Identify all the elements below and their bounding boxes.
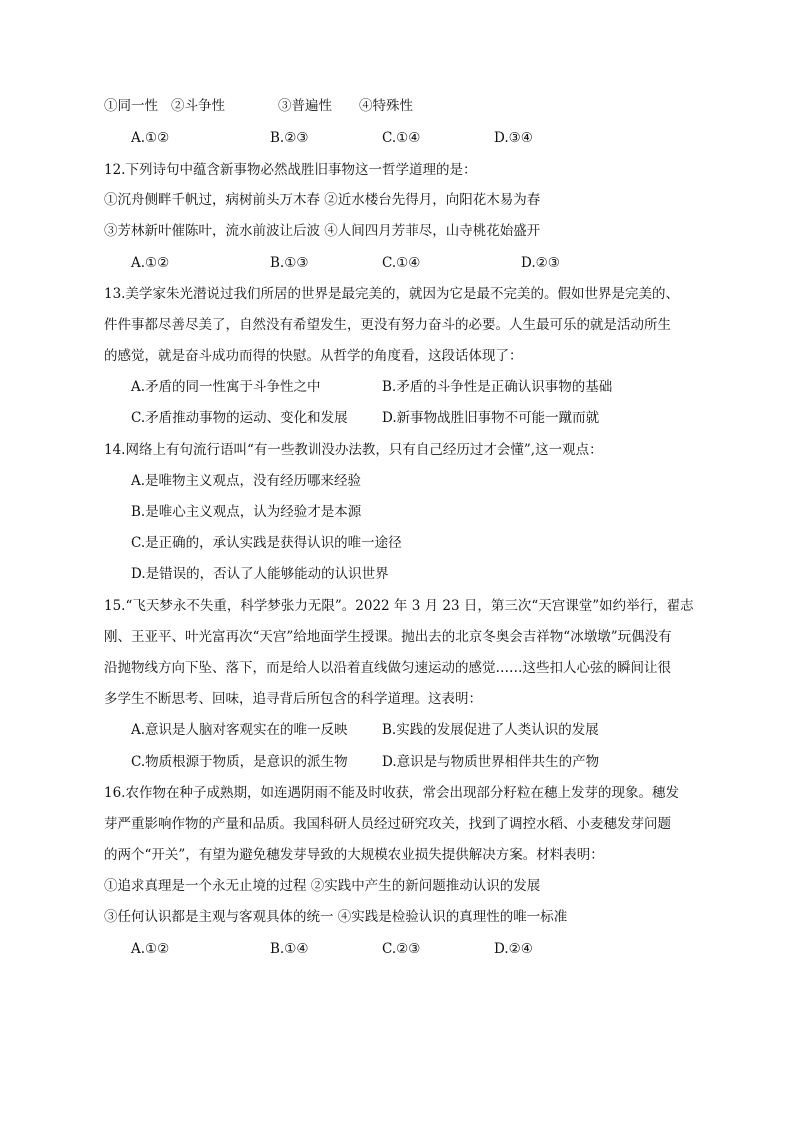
choice-b: B.②③ xyxy=(270,130,309,146)
question-stem-line: 多学生不断思考、回味，追寻背后所包含的科学道理。这表明： xyxy=(104,691,482,707)
choice-b: B.①③ xyxy=(270,255,309,271)
choice-c: C.矛盾推动事物的运动、变化和发展 xyxy=(131,410,348,426)
choice-c: C.物质根源于物质，是意识的派生物 xyxy=(131,754,348,770)
question-stem-line: 13.美学家朱光潜说过我们所居的世界是最完美的，就因为它是最不完美的。假如世界是完美的、 xyxy=(104,286,679,302)
choice-b: B.是唯心主义观点，认为经验才是本源 xyxy=(131,504,362,520)
choice-a: A.意识是人脑对客观实在的唯一反映 xyxy=(131,722,348,738)
option-item: ①同一性 xyxy=(104,98,158,114)
question-stem-line: 的感觉，就是奋斗成功而得的快慰。从哲学的角度看，这段话体现了： xyxy=(104,348,523,364)
question-stem-line: 的两个“开关”，有望为避免穗发芽导致的大规模农业损失提供解决方案。材料表明： xyxy=(104,847,604,863)
choice-c: C.①④ xyxy=(382,255,421,271)
choice-d: D.是错误的，否认了人能够能动的认识世界 xyxy=(131,566,389,582)
choice-c: C.②③ xyxy=(382,941,421,957)
choice-a: A.①② xyxy=(131,941,170,957)
choice-b: B.矛盾的斗争性是正确认识事物的基础 xyxy=(382,379,613,395)
question-stem: 14.网络上有句流行语叫“有一些教训没办法教，只有自己经历过才会懂”,这一观点： xyxy=(104,442,603,458)
choice-d: D.②③ xyxy=(521,255,560,271)
choice-d: D.意识是与物质世界相伴共生的产物 xyxy=(382,754,600,770)
choice-c: C.是正确的，承认实践是获得认识的唯一途径 xyxy=(131,535,402,551)
choice-b: B.①④ xyxy=(270,941,309,957)
question-stem-line: 芽严重影响作物的产量和品质。我国科研人员经过研究攻关，找到了调控水稻、小麦穗发芽问题 xyxy=(104,816,671,832)
question-items-line: ③任何认识都是主观与客观具体的统一 ④实践是检验认识的真理性的唯一标准 xyxy=(104,909,568,925)
choice-a: A.是唯物主义观点，没有经历哪来经验 xyxy=(131,473,362,489)
question-stem-line: 15.“飞天梦永不失重，科学梦张力无限”。2022 年 3 月 23 日，第三次“天宫课堂”如约举行，翟志 xyxy=(104,598,694,614)
question-items-line: ①追求真理是一个永无止境的过程 ②实践中产生的新问题推动认识的发展 xyxy=(104,878,541,894)
question-stem-line: 沿抛物线方向下坠、落下，而是给人以沿着直线做匀速运动的感觉……这些扣人心弦的瞬间让很 xyxy=(104,660,671,676)
option-item: ③普遍性 xyxy=(278,98,332,114)
choice-a: A.①② xyxy=(131,255,170,271)
choice-d: D.②④ xyxy=(494,941,533,957)
question-items-line: ①沉舟侧畔千帆过，病树前头万木春 ②近水楼台先得月，向阳花木易为春 xyxy=(104,192,541,208)
choice-c: C.①④ xyxy=(382,130,421,146)
question-stem-line: 16.农作物在种子成熟期，如连遇阴雨不能及时收获，常会出现部分籽粒在穗上发芽的现象。穗发 xyxy=(104,785,679,801)
choice-b: B.实践的发展促进了人类认识的发展 xyxy=(382,722,599,738)
option-item: ②斗争性 xyxy=(171,98,225,114)
choice-a: A.矛盾的同一性寓于斗争性之中 xyxy=(131,379,321,395)
question-stem-line: 刚、王亚平、叶光富再次“天宫”给地面学生授课。抛出去的北京冬奥会吉祥物“冰墩墩”玩偶没有 xyxy=(104,629,672,645)
choice-d: D.③④ xyxy=(494,130,533,146)
choice-a: A.①② xyxy=(131,130,170,146)
question-stem-line: 件件事都尽善尽美了，自然没有希望发生，更没有努力奋斗的必要。人生最可乐的就是活动所生 xyxy=(104,317,671,333)
option-item: ④特殊性 xyxy=(359,98,413,114)
question-items-line: ③芳林新叶催陈叶，流水前波让后波 ④人间四月芳菲尽，山寺桃花始盛开 xyxy=(104,223,541,239)
question-stem: 12.下列诗句中蕴含新事物必然战胜旧事物这一哲学道理的是： xyxy=(104,162,477,178)
choice-d: D.新事物战胜旧事物不可能一蹴而就 xyxy=(382,410,600,426)
